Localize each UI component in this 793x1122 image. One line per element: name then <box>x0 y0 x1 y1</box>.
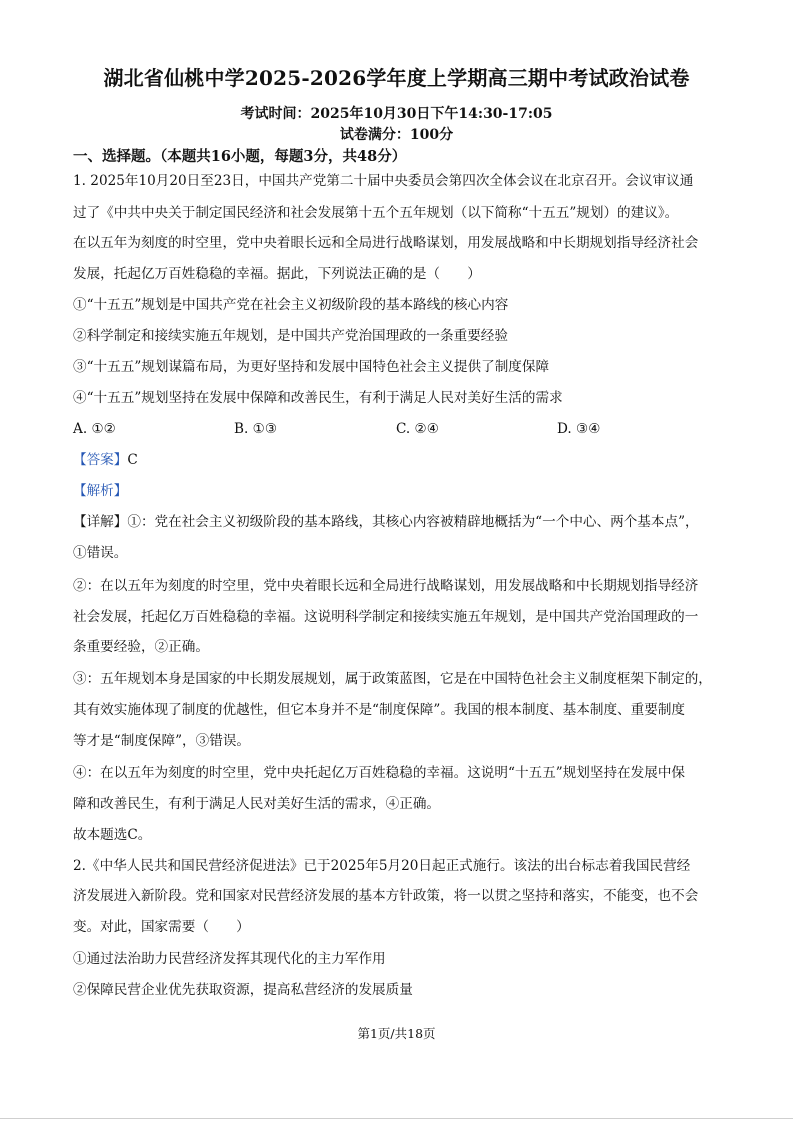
q1-detail-line: ③：五年规划本身是国家的中长期发展规划，属于政策蓝图，它是在中国特色社会主义制度框架下制定的， <box>73 671 712 687</box>
answer-value: C <box>127 452 138 468</box>
detail-text: ①：党在社会主义初级阶段的基本路线，其核心内容被精辟地概括为“一个中心、两个基本点”， <box>127 514 699 530</box>
q1-statement: ①“十五五”规划是中国共产党在社会主义初级阶段的基本路线的核心内容 <box>73 297 509 313</box>
q1-stem-line: 在以五年为刻度的时空里，党中央着眼长远和全局进行战略谋划，用发展战略和中长期规划指导经济社会 <box>73 235 699 251</box>
q2-stem-line: 2.《中华人民共和国民营经济促进法》已于2025年5月20日起正式施行。该法的出台标志着我国民营经 <box>73 858 691 874</box>
q1-detail-line: ①错误。 <box>73 545 128 561</box>
q1-stem-line: 过了《中共中央关于制定国民经济和社会发展第十五个五年规划（以下简称“十五五”规划）的建议》。 <box>73 205 679 221</box>
q1-option-c: C. ②④ <box>396 421 439 437</box>
q1-detail-line: ④：在以五年为刻度的时空里，党中央托起亿万百姓稳稳的幸福。这说明“十五五”规划坚持在发展中保 <box>73 765 686 781</box>
q1-detail-line: ②：在以五年为刻度的时空里，党中央着眼长远和全局进行战略谋划，用发展战略和中长期规划指导经济 <box>73 578 699 594</box>
q1-detail-line: 障和改善民生，有利于满足人民对美好生活的需求，④正确。 <box>73 796 441 812</box>
detail-tag: 【详解】 <box>73 514 128 530</box>
section-heading: 一、选择题。（本题共16小题，每题3分，共48分） <box>73 148 407 165</box>
exam-title: 湖北省仙桃中学2025-2026学年度上学期高三期中考试政治试卷 <box>103 66 690 90</box>
q1-option-b: B. ①③ <box>234 421 278 437</box>
answer-tag: 【答案】 <box>73 452 128 468</box>
q1-statement: ④“十五五”规划坚持在发展中保障和改善民生，有利于满足人民对美好生活的需求 <box>73 390 563 406</box>
q1-stem-line: 发展，托起亿万百姓稳稳的幸福。据此，下列说法正确的是（ ） <box>73 266 481 282</box>
q1-detail-line: 故本题选C。 <box>73 827 152 843</box>
q1-answer <box>73 451 138 469</box>
q2-statement: ②保障民营企业优先获取资源，提高私营经济的发展质量 <box>73 982 413 998</box>
q1-statement: ②科学制定和接续实施五年规划，是中国共产党治国理政的一条重要经验 <box>73 328 508 344</box>
page-bottom-divider <box>0 1118 793 1119</box>
q1-detail-line: 条重要经验，②正确。 <box>73 639 209 655</box>
q2-stem-line: 济发展进入新阶段。党和国家对民营经济发展的基本方针政策，将一以贯之坚持和落实，不能变，也不会 <box>73 888 699 904</box>
q2-statement: ①通过法治助力民营经济发挥其现代化的主力军作用 <box>73 951 386 967</box>
q1-detail-line <box>73 513 699 531</box>
page-number: 第1页/共18页 <box>357 1026 436 1041</box>
full-score: 试卷满分：100分 <box>339 127 454 143</box>
q1-stem-line: 1. 2025年10月20日至23日，中国共产党第二十届中央委员会第四次全体会议在北京召开。会议审议通 <box>73 173 694 189</box>
q1-analysis <box>73 482 127 500</box>
q1-option-a: A. ①② <box>73 421 116 437</box>
exam-time: 考试时间：2025年10月30日下午14:30-17:05 <box>240 106 553 122</box>
q2-stem-line: 变。对此，国家需要（ ） <box>73 919 250 935</box>
q1-statement: ③“十五五”规划谋篇布局，为更好坚持和发展中国特色社会主义提供了制度保障 <box>73 359 550 375</box>
q1-detail-line: 其有效实施体现了制度的优越性，但它本身并不是“制度保障”。我国的根本制度、基本制度、重要制度 <box>73 702 686 718</box>
q1-detail-line: 等才是“制度保障”，③错误。 <box>73 733 251 749</box>
q1-detail-line: 社会发展，托起亿万百姓稳稳的幸福。这说明科学制定和接续实施五年规划，是中国共产党治国理政的一 <box>73 609 699 625</box>
q1-option-d: D. ③④ <box>557 421 601 437</box>
analysis-tag: 【解析】 <box>73 483 128 499</box>
